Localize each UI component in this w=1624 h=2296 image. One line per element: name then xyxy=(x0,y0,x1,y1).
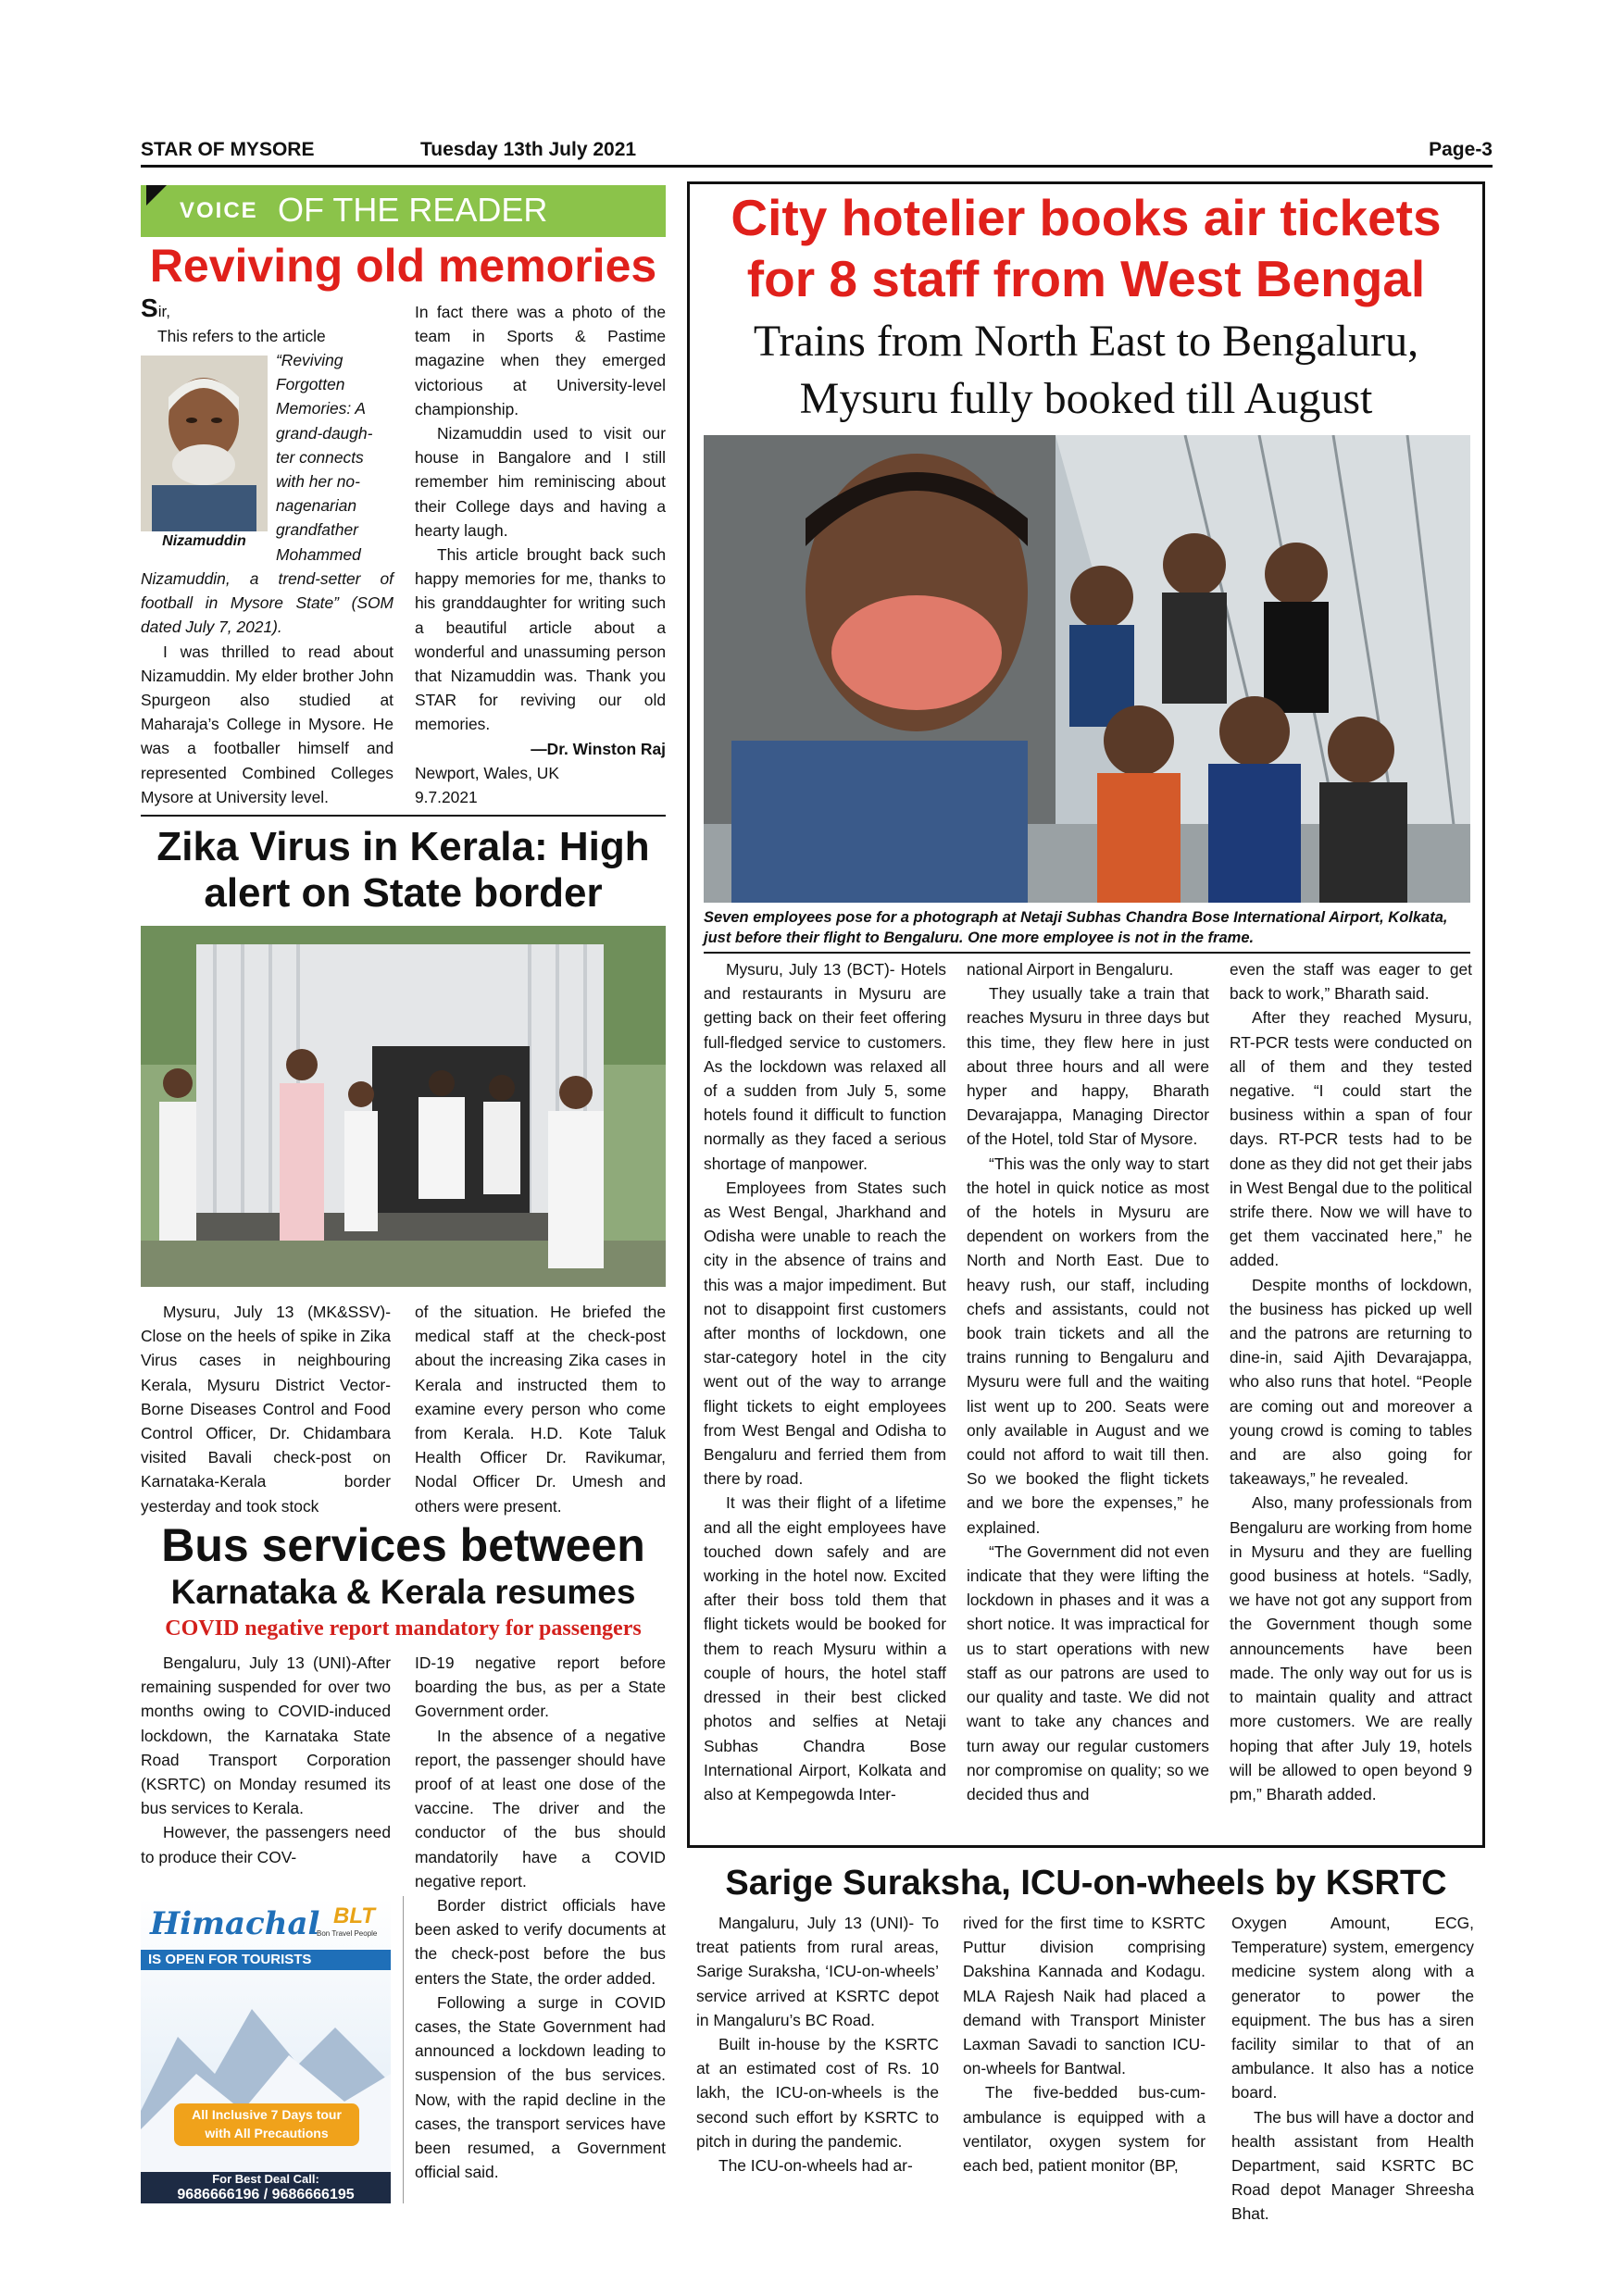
ad-offer-1: All Inclusive 7 Days tour xyxy=(192,2107,342,2122)
corner-triangle-icon xyxy=(146,185,167,206)
lead-frame-top xyxy=(687,181,1485,184)
dropcap: S xyxy=(141,293,158,322)
lead-frame-bottom xyxy=(687,1845,1485,1848)
lead-col2 xyxy=(967,957,1209,1806)
zika-headline-line2: alert on State border xyxy=(204,870,603,916)
ad-logo: BLT xyxy=(333,1903,375,1928)
sarige-headline: Sarige Suraksha, ICU-on-wheels by KSRTC xyxy=(725,1864,1447,1903)
wrap-line: Mohammed xyxy=(276,544,361,564)
lead-frame-right xyxy=(1482,181,1485,1848)
lead-col3 xyxy=(1230,957,1472,1806)
paper-name: STAR OF MYSORE xyxy=(141,139,315,160)
salutation: ir, xyxy=(157,303,170,320)
bus-headline-line2: Karnataka & Kerala resumes xyxy=(170,1573,636,1611)
sarige-col1-p1: Mangaluru, July 13 (UNI)- To treat patients from rural areas, Sarige Suraksha, ‘ICU-on-wheels’ service arrived at KSRTC depot in Mangaluru’s BC Road. xyxy=(696,1914,939,2029)
lead-col2-p4: “The Government did not even indicate that they were lifting the lockdown in phases and it was a short notice. It was impractical for us to start operations with new staff as our patrons are used to our quality and taste. We did not want to take any chances and turn away our regular customers nor compromise on quality; so we decided thus and xyxy=(967,1541,1209,1803)
lead-col2-p1: national Airport in Bengaluru. xyxy=(967,960,1174,979)
wrap-line: grand-daugh- xyxy=(276,423,373,443)
voice-col1-wrap-italic xyxy=(276,348,394,567)
voice-col2 xyxy=(415,300,666,809)
sarige-col2-p2: The five-bedded bus-cum-ambulance is equipped with a ventilator, oxygen system for each bed, patient monitor (BP, xyxy=(963,2083,1206,2176)
lead-headline-line1: City hotelier books air tickets xyxy=(731,189,1442,246)
zika-col2 xyxy=(415,1300,666,1518)
sarige-col3-p2: The bus will have a doctor and health assistant from Health Department, said KSRTC BC Road depot Manager Shreesha Bhat. xyxy=(1231,2107,1474,2224)
voice-p1-rest: Nizamuddin, a trend-setter of football in Mysore State” (SOM dated July 7, 2021). xyxy=(141,569,394,637)
voice-tag-title: OF THE READER xyxy=(278,191,548,229)
caption-rule xyxy=(704,952,1470,954)
signature-date: 9.7.2021 xyxy=(415,788,478,807)
lead-col3-p2: After they reached Mysuru, RT-PCR tests were conducted on all of them and they tested negative. “I could start the business within a span of four days. RT-PCR tests had to be done as they did not get their jabs in West Bengal due to the political strife there. Now we will have to get them vaccinated here,” he added. xyxy=(1230,1008,1472,1270)
zika-checkpost-photo xyxy=(141,926,666,1287)
bus-col2-p4: Following a surge in COVID cases, the State Government had announced a lockdown leading to suspension of the bus services. Now, with the rapid decline in the cases, the transport services have been resumed, a Government official said. xyxy=(415,1992,666,2182)
masthead-rule xyxy=(141,165,1493,168)
himachal-tour-ad[interactable] xyxy=(141,1898,391,2203)
wrap-line: “Reviving xyxy=(276,351,344,369)
voice-of-reader-banner xyxy=(141,185,666,237)
lead-subhead-line1: Trains from North East to Bengaluru, xyxy=(753,317,1419,366)
lead-col1-p2: Employees from States such as West Bengal, Jharkhand and Odisha were unable to reach the city in the absence of trains and this was a major impediment. But not to disappoint first customers after months of lockdown, one star-category hotel in the city went out of the way to arrange flight tickets to eight employees from West Bengal and Odisha to Bengaluru and ferried them from there by road. xyxy=(704,1178,946,1489)
ad-phones[interactable]: 9686666196 / 9686666195 xyxy=(177,2187,355,2202)
wrap-line: grandfather xyxy=(276,520,358,540)
zika-col1 xyxy=(141,1300,391,1518)
bus-headline xyxy=(141,1518,666,1613)
voice-tag: VOICE xyxy=(180,198,258,223)
reader-portrait-photo xyxy=(141,356,268,531)
sarige-col3 xyxy=(1231,1911,1474,2227)
lead-col3-p1: even the staff was eager to get back to work,” Bharath said. xyxy=(1230,960,1472,1004)
lead-col1-p1: Mysuru, July 13 (BCT)- Hotels and restaurants in Mysuru are getting back on their feet offering full-fledged service to customers. As the lockdown was relaxed all of a sudden from July 5, some hotels found it difficult to function normally as they faced a serious shortage of manpower. xyxy=(704,960,946,1173)
signature: —Dr. Winston Raj xyxy=(531,739,666,758)
column-divider xyxy=(403,1896,404,2203)
lead-col2-p2: They usually take a train that reaches Mysuru in three days but this time, they flew here in just about three hours and all were hyper and happy, Bharath Devarajappa, Managing Director of the Hotel, told Star of Mysore. xyxy=(967,984,1209,1149)
lead-headline-line2: for 8 staff from West Bengal xyxy=(746,250,1426,307)
voice-col2-p2: Nizamuddin used to visit our house in Bangalore and I still remember him reminiscing about their College days and having a hearty laugh. xyxy=(415,424,666,540)
lead-col2-p3: “This was the only way to start the hotel in quick notice as most of the hotels in Mysuru are dependent on workers from the North and North East. Due to heavy rush, our staff, including chefs and assistants, could not book train tickets and all the trains running to Bengaluru and Mysuru were full and the waiting list went up to 200. Seats were only available in August and we could not afford to wait till then. So we booked the flight tickets and we bore the expenses,” he explained. xyxy=(967,1154,1209,1537)
lead-headline xyxy=(693,187,1480,309)
lead-col3-p3: Despite months of lockdown, the business has picked up well and the patrons are returning to dine-in, said Ajith Devarajappa, who also runs that hotel. “People are coming out and moreover a young crowd is coming to tables and are also going for takeaways,” he revealed. xyxy=(1230,1275,1472,1489)
voice-col2-p3: This article brought back such happy memories for me, thanks to his granddaughter for writing such a beautiful article about a wonderful and unassuming person that Nizamuddin was. Thank you STAR for reviving our old memories. xyxy=(415,545,666,734)
sarige-col3-p1: Oxygen Amount, ECG, Temperature) system, emergency medicine system along with a generator to power the equipment. The bus has a siren facility similar to that of an ambulance. It also has a notice board. xyxy=(1231,1914,1474,2103)
bus-col1-p1: Bengaluru, July 13 (UNI)-After remaining suspended for over two months owing to COVID-induced lockdown, the Karnataka State Road Transport Corporation (KSRTC) on Monday resumed its bus services to Kerala. xyxy=(141,1653,391,1818)
bus-col1-p2: However, the passengers need to produce their COV- xyxy=(141,1823,391,1866)
bus-col2-p2: In the absence of a negative report, the passenger should have proof of at least one dose of the vaccine. The driver and the conductor of the bus should mandatorily have a COVID negative report. xyxy=(415,1726,666,1890)
wrap-line: This refers to the article xyxy=(157,327,326,345)
wrap-line: Memories: A xyxy=(276,399,366,418)
section-rule xyxy=(141,815,666,817)
sarige-col1 xyxy=(696,1911,939,2177)
voice-col1 xyxy=(141,567,394,809)
wrap-line: nagenarian xyxy=(276,496,357,516)
bus-kicker: COVID negative report mandatory for passengers xyxy=(165,1616,642,1641)
voice-p2: I was thrilled to read about Nizamuddin. My elder brother John Spurgeon also studied at Maharaja’s College in Mysore. He was a footballer himself and represented Combined Colleges Mysore at University level. xyxy=(141,642,394,806)
ad-offer-2: with All Precautions xyxy=(205,2126,329,2140)
ad-brand: Himachal xyxy=(150,1905,320,1942)
bus-col2-p3: Border district officials have been asked to verify documents at the check-post before the bus enters the State, the order added. xyxy=(415,1896,666,1988)
airport-staff-photo xyxy=(704,435,1470,903)
bus-col2-p1: ID-19 negative report before boarding the bus, as per a State Government order. xyxy=(415,1653,666,1721)
zika-headline-line1: Zika Virus in Kerala: High xyxy=(156,824,650,869)
voice-headline: Reviving old memories xyxy=(149,240,657,292)
zika-col2-text: of the situation. He briefed the medical staff at the check-post about the increasing Zika cases in Kerala and instructed them to examine every person who come from Kerala. H.D. Kote Taluk Health Officer Dr. Ravikumar, Nodal Officer Dr. Umesh and others were present. xyxy=(415,1303,666,1516)
ad-tagline: IS OPEN FOR TOURISTS xyxy=(148,1952,312,1967)
lead-subhead xyxy=(693,313,1480,428)
lead-photo-caption: Seven employees pose for a photograph at Netaji Subhas Chandra Bose International Airport, Kolkata, just before their flight to Bengaluru. One more employee is not in the frame. xyxy=(704,909,1448,946)
zika-col1-text: Mysuru, July 13 (MK&SSV)- Close on the heels of spike in Zika Virus cases in neighbouring Kerala, Mysuru District Vector-Borne Diseases Control and Food Control Officer, Dr. Chidambara visited Bavali check-post on Karnataka-Kerala border yesterday and took stock xyxy=(141,1303,391,1516)
lead-col3-p4: Also, many professionals from Bengaluru are working from home in Mysuru and they are fuelling good business at hotels. “Sadly, we have not got any support from the Government though some announcements have been made. The only way out for us is to maintain quality and attract more customers. We are really hoping that after July 19, hotels will be allowed to open beyond 9 pm,” Bharath added. xyxy=(1230,1493,1472,1803)
zika-headline xyxy=(141,824,666,917)
ad-offer-badge xyxy=(174,2103,359,2146)
issue-date: Tuesday 13th July 2021 xyxy=(420,139,637,160)
masthead xyxy=(141,139,1493,163)
sarige-col1-p2: Built in-house by the KSRTC at an estimated cost of Rs. 10 lakh, the ICU-on-wheels is the second such effort by KSRTC to pitch in during the pandemic. xyxy=(696,2035,939,2151)
bus-col1 xyxy=(141,1651,391,1869)
wrap-line: with her no- xyxy=(276,472,360,492)
voice-col1-wrap xyxy=(157,324,394,348)
lead-col1 xyxy=(704,957,946,1806)
signature-place: Newport, Wales, UK xyxy=(415,763,559,782)
portrait-caption: Nizamuddin xyxy=(162,533,246,549)
lead-frame-left xyxy=(687,181,690,1848)
sarige-col1-p3: The ICU-on-wheels had ar- xyxy=(718,2156,913,2176)
bus-col2 xyxy=(415,1651,666,2184)
voice-opening xyxy=(141,294,170,326)
ad-logo-sub: Bon Travel People xyxy=(317,1929,378,1938)
voice-col2-p1: In fact there was a photo of the team in Sports & Pastime magazine when they emerged victorious at University-level championship. xyxy=(415,303,666,418)
sarige-col2-p1: rived for the first time to KSRTC Puttur division comprising Dakshina Kannada and Kodagu. MLA Rajesh Naik had placed a demand with Transport Minister Laxman Savadi to sanction ICU-on-wheels for Bantwal. xyxy=(963,1914,1206,2078)
ad-cta: For Best Deal Call: xyxy=(212,2172,319,2186)
sarige-col2 xyxy=(963,1911,1206,2177)
lead-subhead-line2: Mysuru fully booked till August xyxy=(799,374,1373,423)
page-number: Page-3 xyxy=(1429,139,1493,160)
wrap-line: ter connects xyxy=(276,447,364,467)
lead-col1-p3: It was their flight of a lifetime and all the eight employees have touched down safely and are working in the hotel now. Excited after their boss told them that flight tickets would be booked for them to reach Mysuru within a couple of hours, the hotel staff dressed in their best clicked photos and selfies at Netaji Subhas Chandra Bose International Airport, Kolkata and also at Kempegowda Inter- xyxy=(704,1493,946,1803)
bus-headline-line1: Bus services between xyxy=(161,1519,645,1571)
wrap-line: Forgotten xyxy=(276,375,345,394)
